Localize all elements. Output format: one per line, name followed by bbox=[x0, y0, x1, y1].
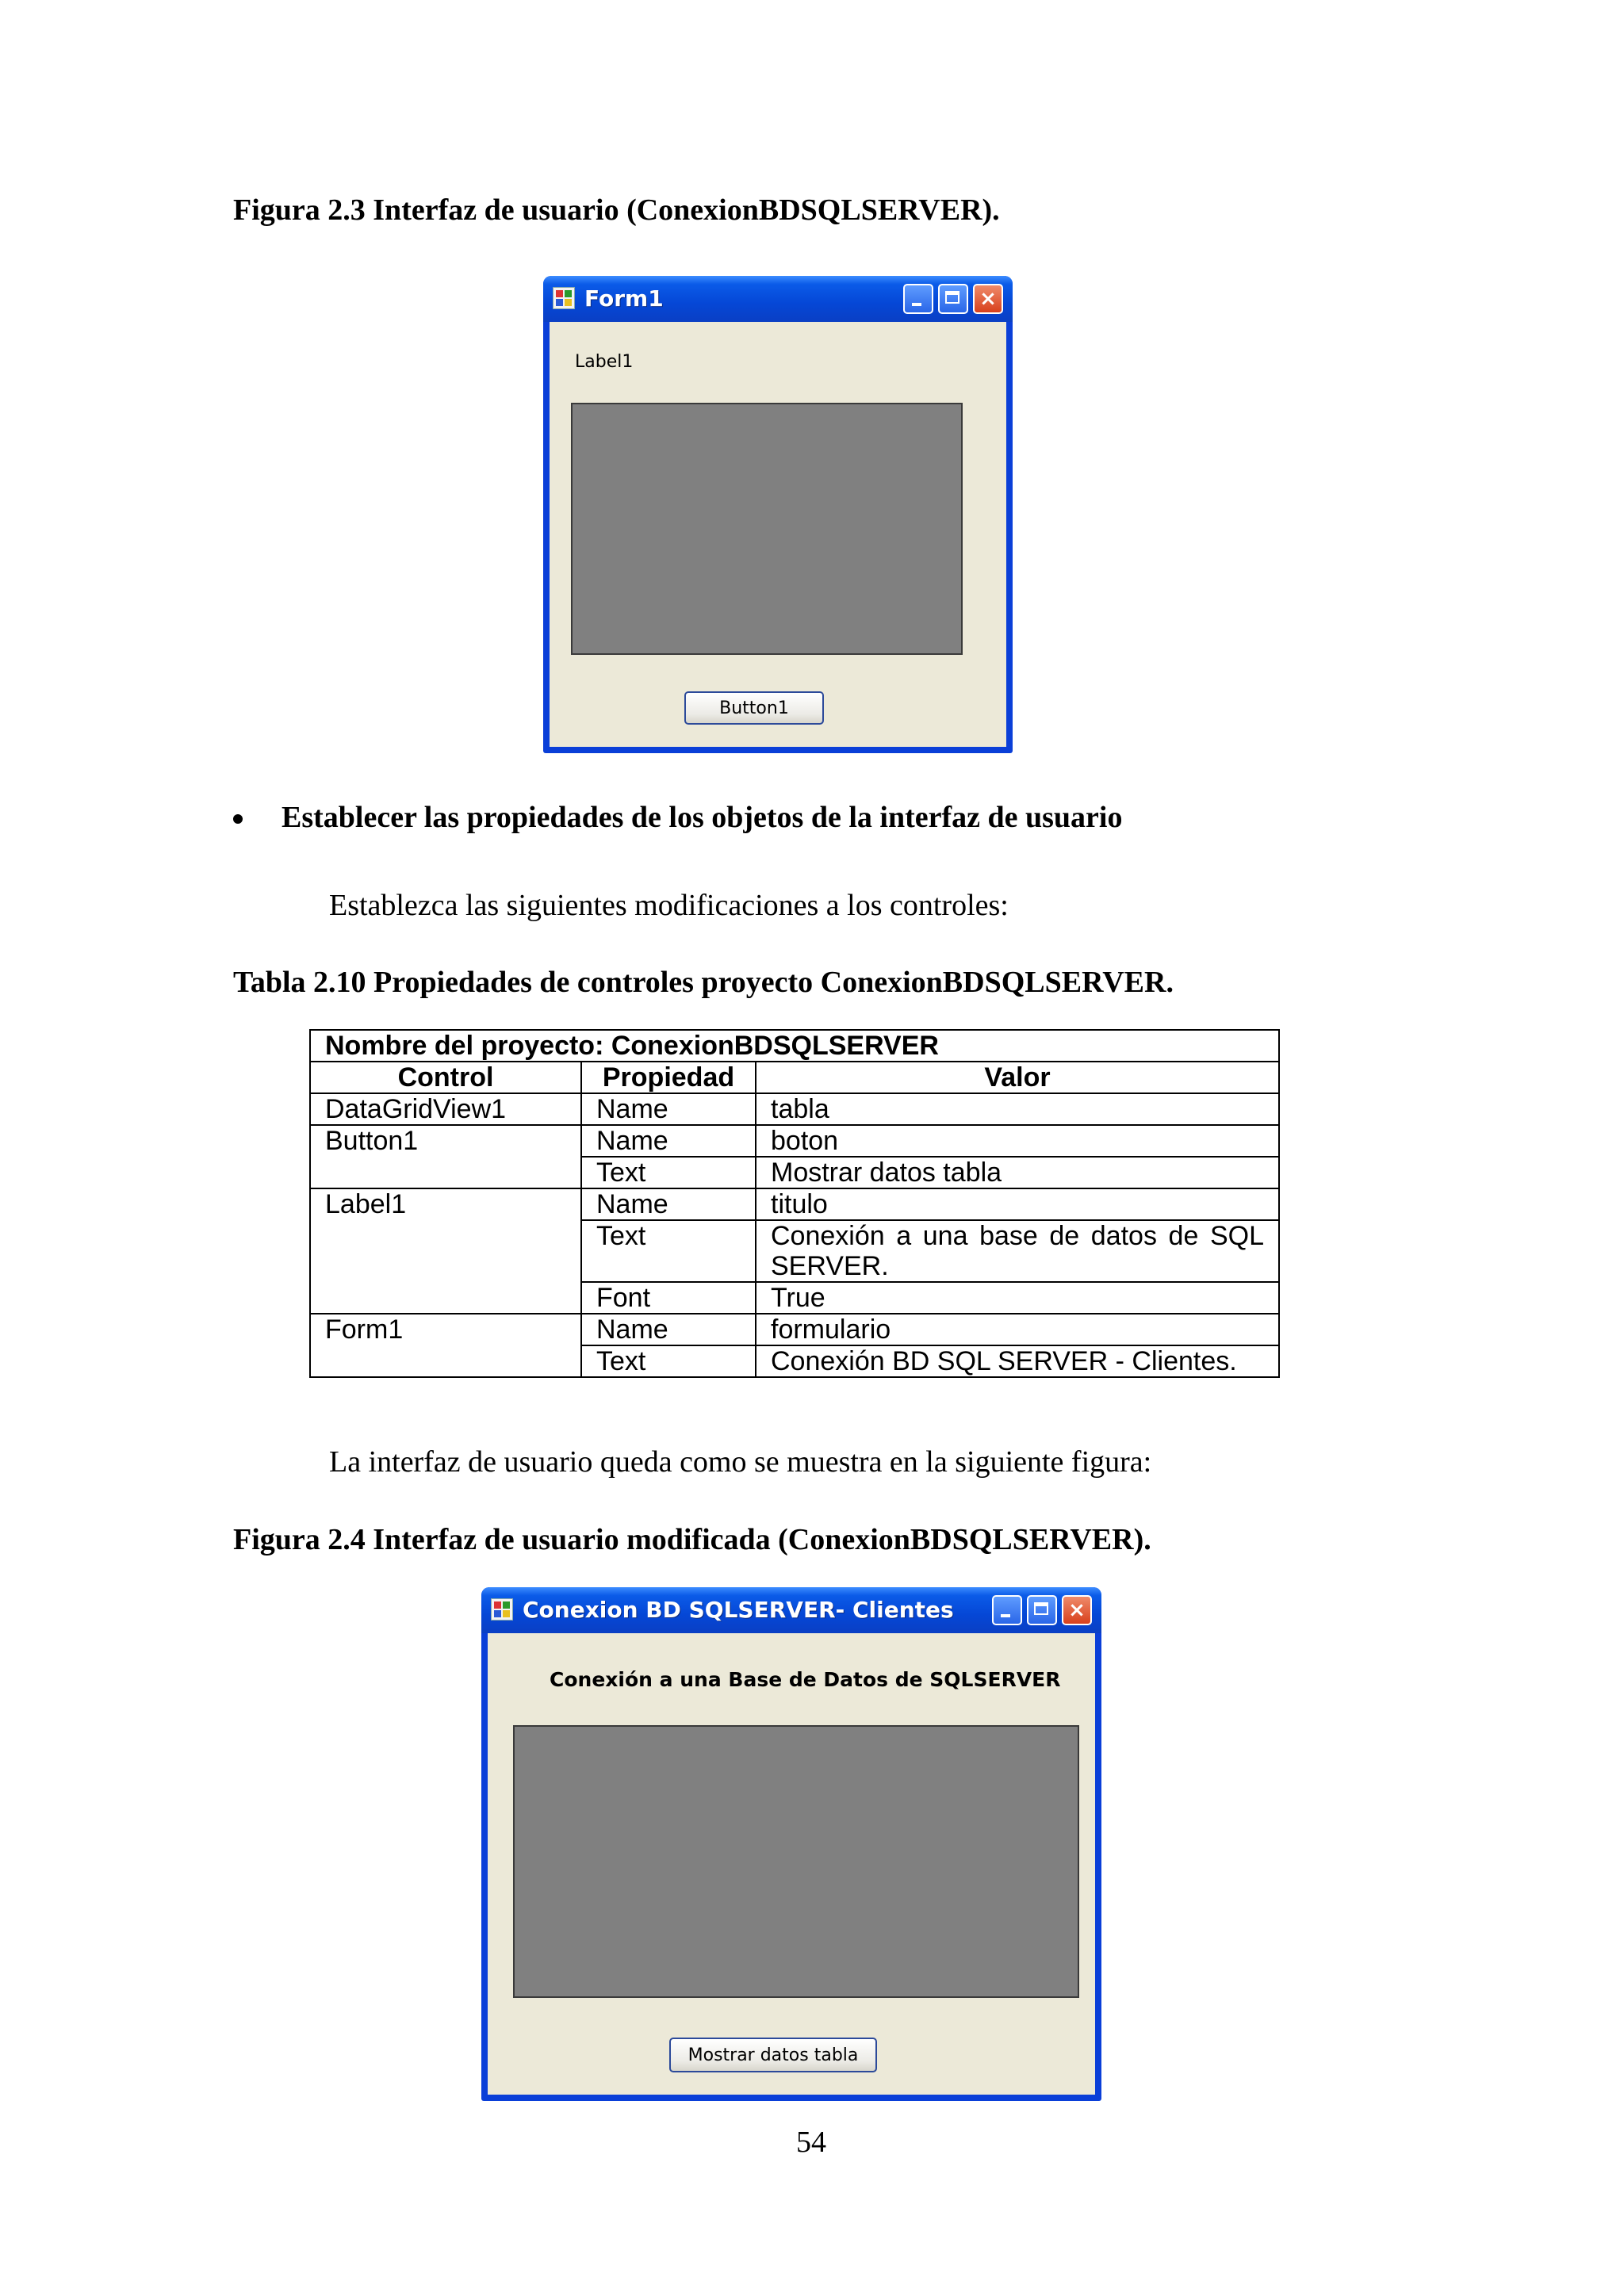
figure-caption-2-4: Figura 2.4 Interfaz de usuario modificada (ConexionBDSQLSERVER). bbox=[233, 1523, 1151, 1556]
mostrar-datos-button[interactable]: Mostrar datos tabla bbox=[669, 2038, 877, 2072]
project-row bbox=[310, 1030, 1279, 1062]
app-icon bbox=[491, 1598, 513, 1621]
property-cell: Name bbox=[581, 1188, 756, 1220]
intro-paragraph: Establezca las siguientes modificaciones a los controles: bbox=[329, 889, 1009, 922]
property-cell: Name bbox=[581, 1093, 756, 1125]
page-number: 54 bbox=[796, 2126, 826, 2159]
minimize-icon[interactable] bbox=[903, 284, 933, 314]
section-heading: Establecer las propiedades de los objetos de la interfaz de usuario bbox=[282, 801, 1123, 834]
tabla-datagridview[interactable] bbox=[513, 1725, 1079, 1998]
window-title: Form1 bbox=[584, 285, 664, 312]
outro-paragraph: La interfaz de usuario queda como se muestra en la siguiente figura: bbox=[329, 1445, 1152, 1479]
bullet-dot bbox=[233, 814, 243, 824]
project-name-cell: Nombre del proyecto: ConexionBDSQLSERVER bbox=[310, 1030, 1279, 1062]
minimize-icon[interactable] bbox=[992, 1595, 1022, 1625]
close-icon[interactable]: × bbox=[973, 284, 1003, 314]
value-cell: Conexión BD SQL SERVER - Clientes. bbox=[756, 1345, 1279, 1377]
property-cell: Font bbox=[581, 1282, 756, 1314]
figure-caption-2-3: Figura 2.3 Interfaz de usuario (ConexionBDSQLSERVER). bbox=[233, 193, 1000, 227]
header-control: Control bbox=[310, 1062, 581, 1093]
value-cell: Conexión a una base de datos de SQL SERVER. bbox=[756, 1220, 1279, 1282]
header-valor: Valor bbox=[756, 1062, 1279, 1093]
label1: Label1 bbox=[575, 352, 634, 372]
app-icon bbox=[553, 287, 575, 309]
table-row bbox=[310, 1188, 1279, 1220]
table-row bbox=[310, 1093, 1279, 1125]
properties-table bbox=[309, 1029, 1280, 1378]
property-cell: Text bbox=[581, 1157, 756, 1188]
property-cell: Name bbox=[581, 1314, 756, 1345]
maximize-icon[interactable] bbox=[1027, 1595, 1057, 1625]
value-cell: tabla bbox=[756, 1093, 1279, 1125]
control-cell: DataGridView1 bbox=[310, 1093, 581, 1125]
control-cell: Label1 bbox=[310, 1188, 581, 1314]
clientes-client-area bbox=[488, 1633, 1095, 2095]
header-propiedad: Propiedad bbox=[581, 1062, 756, 1093]
close-icon[interactable]: × bbox=[1062, 1595, 1092, 1625]
window-title: Conexion BD SQLSERVER- Clientes bbox=[523, 1597, 954, 1623]
clientes-window bbox=[481, 1587, 1101, 2101]
value-cell: formulario bbox=[756, 1314, 1279, 1345]
property-cell: Text bbox=[581, 1345, 756, 1377]
table-row bbox=[310, 1125, 1279, 1157]
form1-titlebar[interactable] bbox=[543, 276, 1013, 322]
value-cell: titulo bbox=[756, 1188, 1279, 1220]
button1[interactable]: Button1 bbox=[684, 691, 824, 725]
form1-window bbox=[543, 276, 1013, 753]
table-row bbox=[310, 1314, 1279, 1345]
header-row bbox=[310, 1062, 1279, 1093]
titulo-label: Conexión a una Base de Datos de SQLSERVER bbox=[550, 1668, 1061, 1691]
value-cell: boton bbox=[756, 1125, 1279, 1157]
property-cell: Text bbox=[581, 1220, 756, 1282]
form1-client-area bbox=[550, 322, 1006, 747]
value-cell: True bbox=[756, 1282, 1279, 1314]
datagridview1[interactable] bbox=[571, 403, 963, 655]
control-cell: Form1 bbox=[310, 1314, 581, 1377]
clientes-titlebar[interactable] bbox=[481, 1587, 1101, 1633]
value-cell: Mostrar datos tabla bbox=[756, 1157, 1279, 1188]
maximize-icon[interactable] bbox=[938, 284, 968, 314]
property-cell: Name bbox=[581, 1125, 756, 1157]
table-caption: Tabla 2.10 Propiedades de controles proyecto ConexionBDSQLSERVER. bbox=[233, 966, 1174, 999]
control-cell: Button1 bbox=[310, 1125, 581, 1188]
